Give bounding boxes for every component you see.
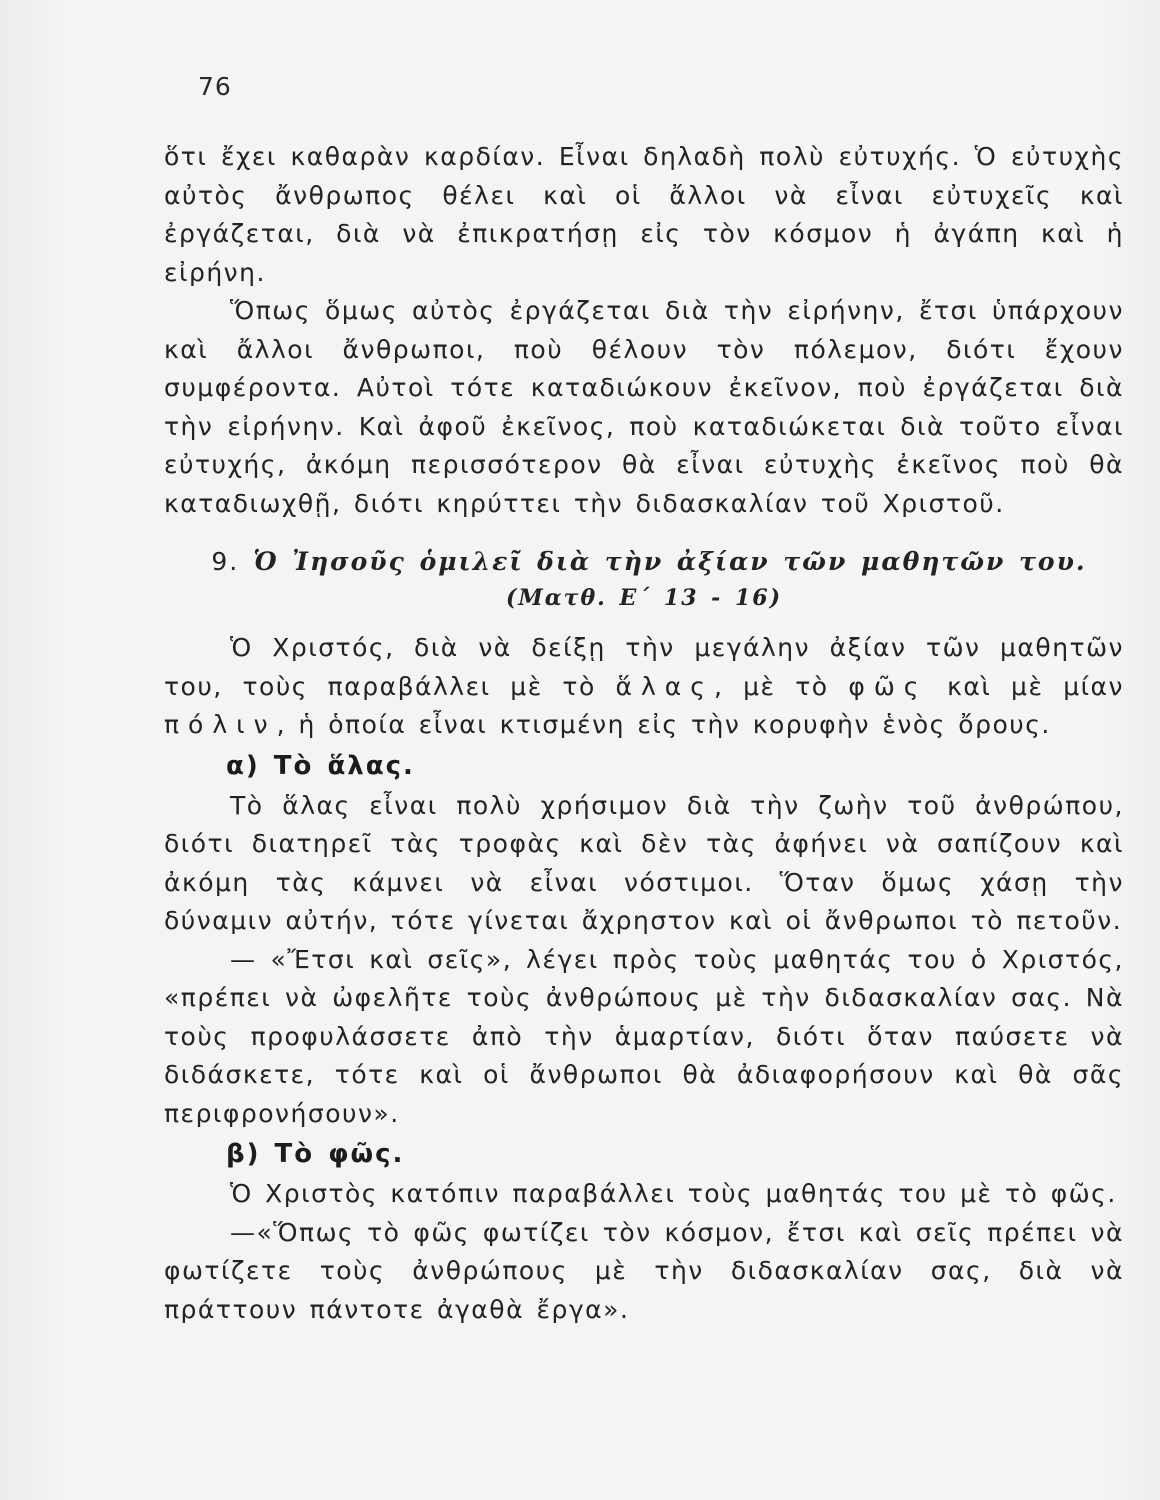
page-body [164,138,1124,1329]
paragraph-continued: ὅτι ἔχει καθαρὰν καρδίαν. Εἶναι δηλαδὴ πολὺ εὐτυχής. Ὁ εὐτυχὴς αὐτὸς ἄνθρωπος θέλει καὶ οἱ ἄλλοι νὰ εἶναι εὐτυχεῖς καὶ ἐργάζεται, διὰ νὰ ἐπικρατήσῃ εἰς τὸν κόσμον ἡ ἀγάπη καὶ ἡ εἰρήνη. [164,142,1124,287]
intro-part-4: , ἡ ὁποία εἶναι κτισμένη εἰς τὴν κορυφὴν ἑνὸς ὄρους. [276,710,1051,739]
intro-part-3: καὶ μὲ μίαν [927,671,1125,701]
subheading-salt: α) Τὸ ἅλας. [226,750,415,781]
intro-word-light: φῶς [848,671,928,701]
subheading-light: β) Τὸ φῶς. [226,1139,405,1169]
section-title-text: Ὁ Ἰησοῦς ὁμιλεῖ διὰ τὴν ἀξίαν τῶν μαθητῶν του. [253,547,1087,576]
section-title [164,545,1124,579]
paragraph-peace: Ὅπως ὅμως αὐτὸς ἐργάζεται διὰ τὴν εἰρήνην, ἔτσι ὑπάρχουν καὶ ἄλλοι ἄνθρωποι, ποὺ θέλουν τὸν πόλεμον, διότι ἔχουν συμφέροντα. Αὐτοὶ τότε καταδιώκουν ἐκεῖνον, ποὺ ἐργάζεται διὰ τὴν εἰρήνην. Καὶ ἀφοῦ ἐκεῖνος, ποὺ καταδιώκεται διὰ τοῦτο εἶναι εὐτυχής, ἀκόμη περισσότερον θὰ εἶναι εὐτυχὴς ἐκεῖνος ποὺ θὰ καταδιωχθῇ, διότι κηρύττει τὴν διδασκαλίαν τοῦ Χριστοῦ. [164,296,1124,518]
paragraph-salt-quote: — «Ἔτσι καὶ σεῖς», λέγει πρὸς τοὺς μαθητάς του ὁ Χριστός, «πρέπει νὰ ὠφελῆτε τοὺς ἀνθρώπους μὲ τὴν διδασκαλίαν σας. Νὰ τοὺς προφυλάσσετε ἀπὸ τὴν ἁμαρτίαν, διότι ὅταν παύσετε νὰ διδάσκετε, τότε καὶ οἱ ἄνθρωποι θὰ ἀδιαφορήσουν καὶ θὰ σᾶς περιφρονήσουν». [164,944,1124,1128]
intro-part-1: Ὁ Χριστός, διὰ νὰ δείξῃ τὴν μεγάλην ἀξίαν τῶν μαθητῶν του, τοὺς παραβάλλει μὲ τὸ [164,633,1124,701]
section-reference: (Ματθ. Ε΄ 13 - 16) [505,585,782,611]
intro-word-city: πόλιν [164,710,277,739]
intro-word-salt: ἅλας [615,671,714,701]
paragraph-light: Ὁ Χριστὸς κατόπιν παραβάλλει τοὺς μαθητάς του μὲ τὸ φῶς. [230,1179,1117,1208]
section-number: 9. [211,547,240,576]
paragraph-salt: Τὸ ἅλας εἶναι πολὺ χρήσιμον διὰ τὴν ζωὴν τοῦ ἀνθρώπου, διότι διατηρεῖ τὰς τροφὰς καὶ δὲν τὰς ἀφήνει νὰ σαπίζουν καὶ ἀκόμη τὰς κάμνει νὰ εἶναι νόστιμοι. Ὅταν ὅμως χάσῃ τὴν δύναμιν αὐτήν, τότε γίνεται ἄχρηστον καὶ οἱ ἄνθρωποι τὸ πετοῦν. [164,790,1124,935]
intro-part-2: , μὲ τὸ [713,671,849,701]
paragraph-intro [164,629,1124,745]
paragraph-light-quote: —«Ὅπως τὸ φῶς φωτίζει τὸν κόσμον, ἔτσι καὶ σεῖς πρέπει νὰ φωτίζετε τοὺς ἀνθρώπους μὲ τὴν διδασκαλίαν σας, διὰ νὰ πράττουν πάντοτε ἀγαθὰ ἔργα». [164,1217,1124,1324]
page-number: 76 [198,72,232,101]
